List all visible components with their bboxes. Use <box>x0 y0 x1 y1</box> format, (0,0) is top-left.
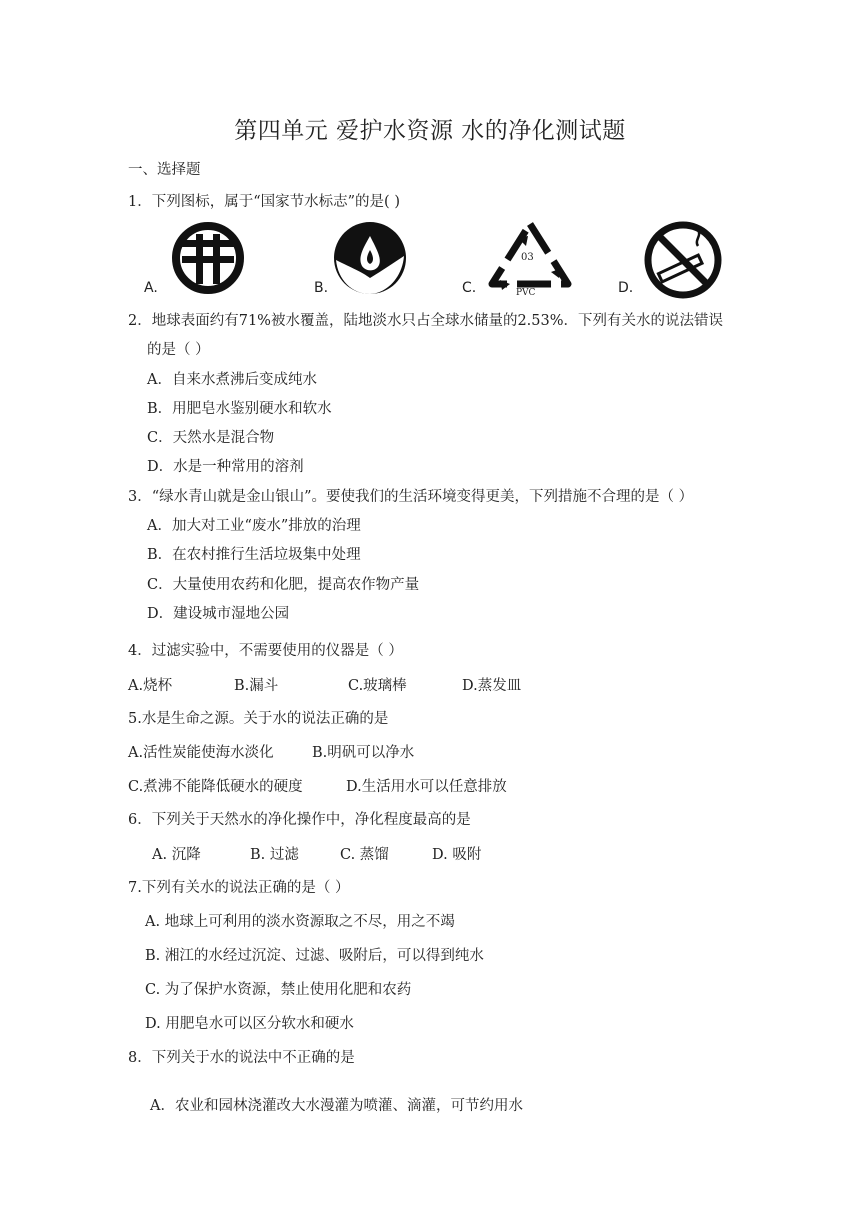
q2-option-c: C．天然水是混合物 <box>147 430 275 446</box>
page-title: 第四单元 爱护水资源 水的净化测试题 <box>234 118 626 144</box>
q3-option-d: D．建设城市湿地公园 <box>147 606 290 622</box>
q6-option-d: D. 吸附 <box>432 847 482 863</box>
q1-option-b <box>310 218 430 300</box>
q1-stem: 1．下列图标，属于“国家节水标志”的是( ) <box>128 194 400 210</box>
q4-option-c: C.玻璃棒 <box>348 678 407 694</box>
q7-option-d: D. 用肥皂水可以区分软水和硬水 <box>145 1016 354 1032</box>
q2-option-d: D．水是一种常用的溶剂 <box>147 459 304 475</box>
q1-option-d <box>614 218 744 300</box>
q4-options <box>128 674 521 695</box>
q7-option-a: A. 地球上可利用的淡水资源取之不尽，用之不竭 <box>145 914 455 930</box>
q3-option-b: B．在农村推行生活垃圾集中处理 <box>147 547 361 563</box>
q5-stem: 5.水是生命之源。关于水的说法正确的是 <box>128 711 389 727</box>
q5-option-d: D.生活用水可以任意排放 <box>346 779 507 795</box>
q7-option-c: C. 为了保护水资源，禁止使用化肥和农药 <box>145 982 412 998</box>
q1-option-a <box>140 218 260 300</box>
q5-option-b: B.明矾可以净水 <box>312 745 415 761</box>
q3-stem: 3．“绿水青山就是金山银山”。要使我们的生活环境变得更美，下列措施不合理的是（ ） <box>128 489 694 505</box>
q8-stem: 8．下列关于水的说法中不正确的是 <box>128 1050 355 1066</box>
q6-option-a: A. 沉降 <box>152 847 201 863</box>
q1-option-c <box>458 218 588 300</box>
q2-option-a: A．自来水煮沸后变成纯水 <box>147 372 317 388</box>
q6-option-b: B. 过滤 <box>250 847 299 863</box>
section-heading: 一、选择题 <box>128 162 201 178</box>
q4-option-a: A.烧杯 <box>128 678 173 694</box>
q8-option-a: A．农业和园林浇灌改大水漫灌为喷灌、滴灌，可节约用水 <box>150 1098 523 1114</box>
q1-icon-options <box>140 218 740 300</box>
q7-option-b: B. 湘江的水经过沉淀、过滤、吸附后，可以得到纯水 <box>145 948 484 964</box>
q4-stem: 4．过滤实验中，不需要使用的仪器是（ ） <box>128 643 403 659</box>
recycle-code: 03 <box>521 252 534 263</box>
q2-stem-line1: 2．地球表面约有71%被水覆盖，陆地淡水只占全球水储量的2.53%．下列有关水的说法错误 <box>128 313 724 329</box>
q2-option-b: B．用肥皂水鉴别硬水和软水 <box>147 401 332 417</box>
q3-option-c: C．大量使用农药和化肥，提高农作物产量 <box>147 577 420 593</box>
q5-option-a: A.活性炭能使海水淡化 <box>128 745 274 761</box>
recycle-material: PVC <box>516 288 536 298</box>
q1-option-a-letter: A. <box>144 280 158 296</box>
q4-option-b: B.漏斗 <box>234 678 279 694</box>
no-smoking-icon <box>640 220 726 300</box>
q1-option-d-letter: D. <box>618 280 634 296</box>
q5-options-row1 <box>128 741 414 762</box>
q6-stem: 6．下列关于天然水的净化操作中，净化程度最高的是 <box>128 812 471 828</box>
q3-option-a: A．加大对工业“废水”排放的治理 <box>147 518 361 534</box>
q1-option-c-letter: C. <box>462 280 477 296</box>
q2-stem-line2: 的是（ ） <box>147 342 210 358</box>
q4-option-d: D.蒸发皿 <box>462 678 522 694</box>
q5-options-row2 <box>128 775 507 796</box>
water-saving-logo-icon <box>170 220 246 296</box>
q5-option-c: C.煮沸不能降低硬水的硬度 <box>128 779 303 795</box>
q1-option-b-letter: B. <box>314 280 329 296</box>
q7-stem: 7.下列有关水的说法正确的是（ ） <box>128 880 350 896</box>
q6-option-c: C. 蒸馏 <box>340 847 389 863</box>
q6-options <box>152 843 481 864</box>
water-drop-emblem-icon <box>332 220 408 296</box>
